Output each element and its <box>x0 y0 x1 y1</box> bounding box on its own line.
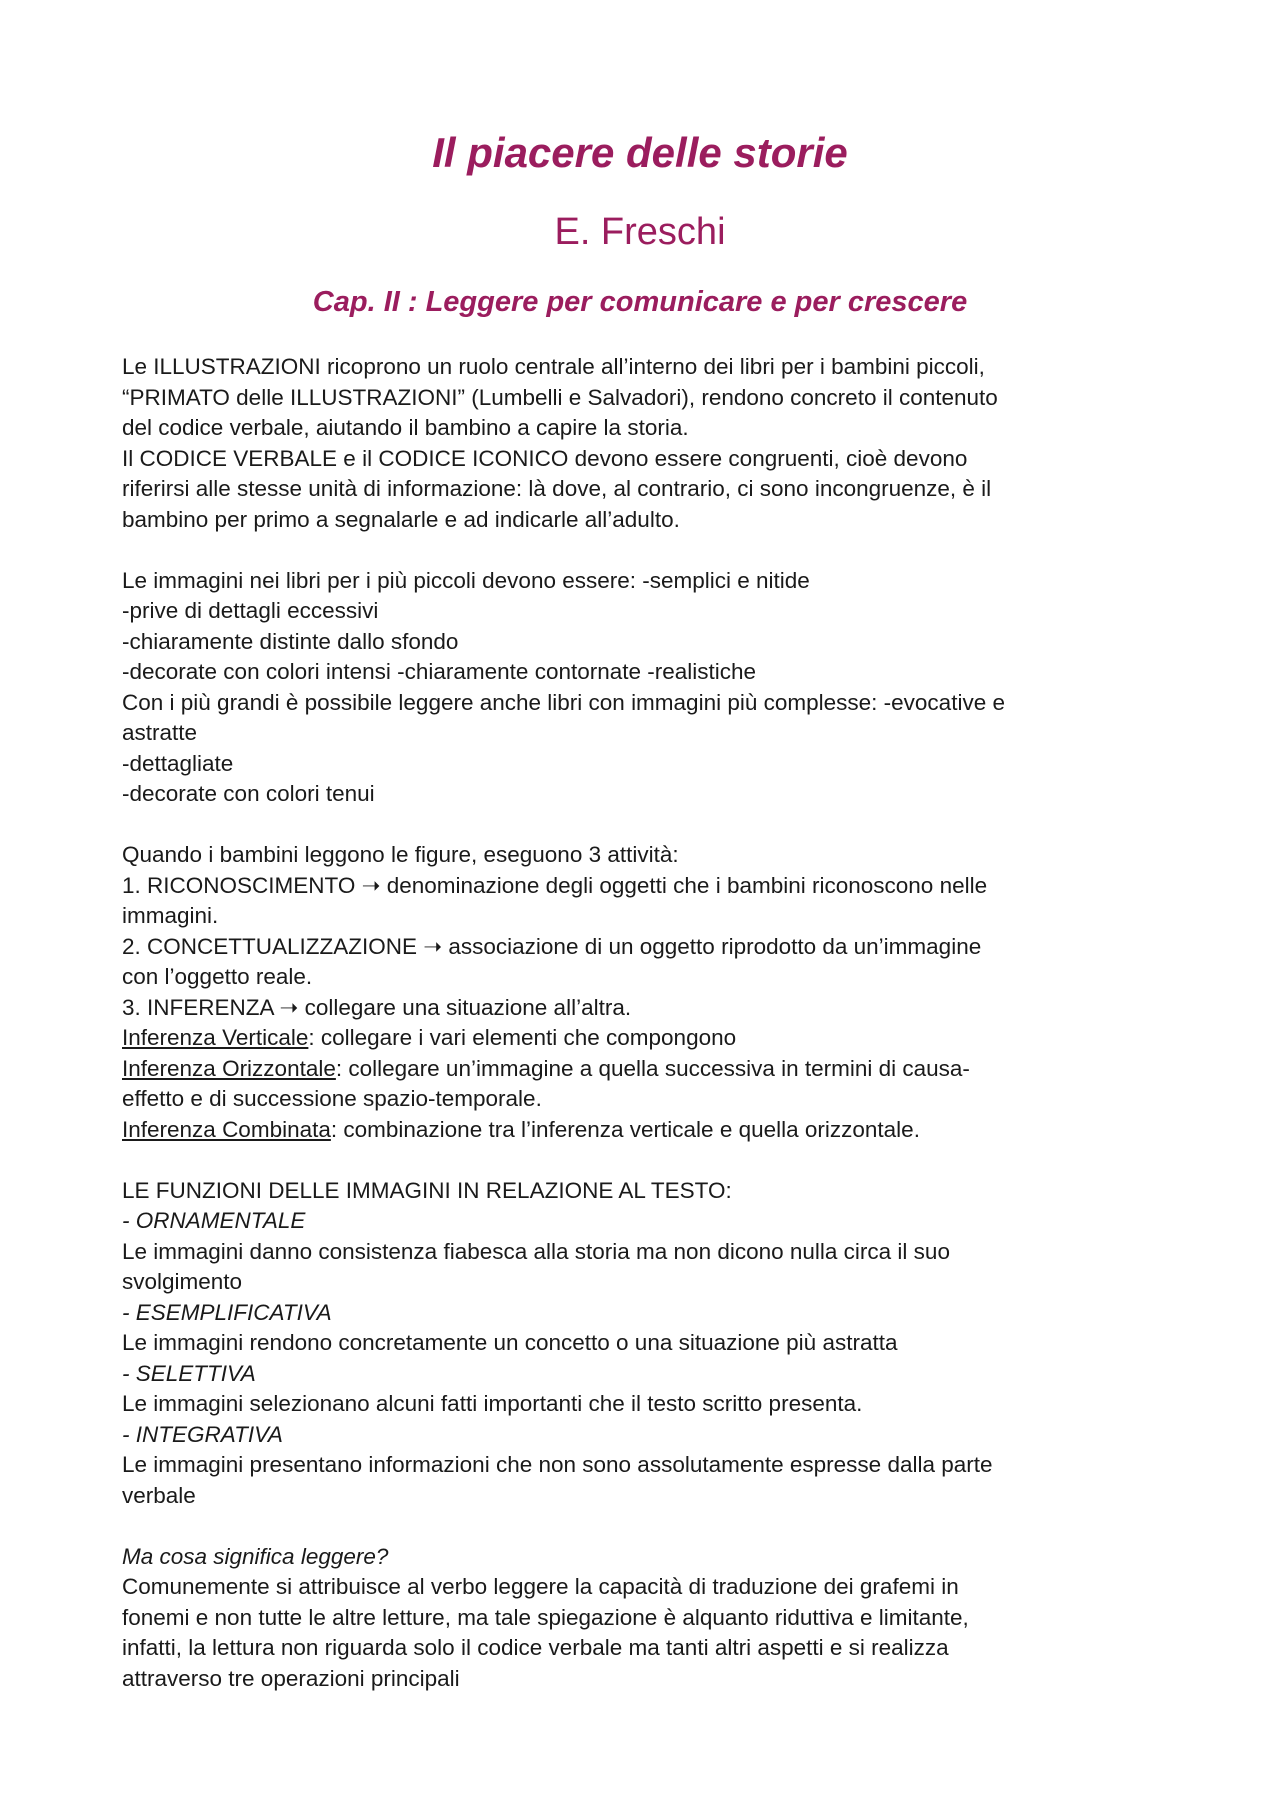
spacer <box>122 810 1162 841</box>
inferenza-combinata-text: : combinazione tra l’inferenza verticale e quella orizzontale. <box>330 1116 920 1142</box>
text-line: “PRIMATO delle ILLUSTRAZIONI” (Lumbelli e Salvadori), rendono concreto il contenuto <box>122 384 998 410</box>
text-line: 1. RICONOSCIMENTO ➝ denominazione degli oggetti che i bambini riconoscono nelle <box>122 872 988 898</box>
spacer <box>122 535 1162 566</box>
text-line: svolgimento <box>122 1269 243 1294</box>
text-line: immagini. <box>122 903 219 928</box>
inferenza-verticale-line <box>122 1023 1162 1054</box>
text-line: Con i più grandi è possibile leggere anche libri con immagini più complesse: -evocative e <box>122 689 1005 715</box>
funzione-integrativa-label: - INTEGRATIVA <box>122 1421 283 1447</box>
paragraph-funzioni <box>122 1176 1162 1512</box>
text-line: effetto e di successione spazio-temporale. <box>122 1086 542 1111</box>
text-line: Quando i bambini leggono le figure, eseguono 3 attività: <box>122 842 679 867</box>
document-author: E. Freschi <box>554 211 726 253</box>
text-line: riferirsi alle stesse unità di informazione: là dove, al contrario, ci sono incongruenze, è il <box>122 476 992 501</box>
text-line: Le immagini nei libri per i più piccoli devono essere: -semplici e nitide <box>122 567 810 593</box>
paragraph-illustrazioni <box>122 352 1162 535</box>
text-line: -decorate con colori tenui <box>122 781 375 806</box>
spacer <box>122 1511 1162 1542</box>
inferenza-verticale-text: : collegare i vari elementi che compongono <box>308 1025 737 1050</box>
paragraph-leggere <box>122 1542 1162 1695</box>
text-line: -decorate con colori intensi -chiaramente contornate -realistiche <box>122 659 757 684</box>
document-body <box>122 352 1162 1694</box>
paragraph-immagini <box>122 566 1162 810</box>
text-line: Le ILLUSTRAZIONI ricoprono un ruolo centrale all’interno dei libri per i bambini piccoli, <box>122 354 985 379</box>
text-line: Le immagini selezionano alcuni fatti importanti che il testo scritto presenta. <box>122 1391 863 1416</box>
text-line: fonemi e non tutte le altre letture, ma tale spiegazione è alquanto riduttiva e limitante, <box>122 1604 969 1630</box>
inferenza-orizzontale-label: Inferenza Orizzontale <box>122 1055 336 1081</box>
paragraph-attivita <box>122 840 1162 1145</box>
text-line: Il CODICE VERBALE e il CODICE ICONICO devono essere congruenti, cioè devono <box>122 445 968 471</box>
text-line: 3. INFERENZA ➝ collegare una situazione all’altra. <box>122 994 632 1020</box>
spacer <box>122 1145 1162 1176</box>
text-line: verbale <box>122 1482 196 1508</box>
text-line: -prive di dettagli eccessivi <box>122 598 379 623</box>
funzione-ornamentale-label: - ORNAMENTALE <box>122 1208 306 1233</box>
document-title: Il piacere delle storie <box>432 129 848 176</box>
text-line: con l’oggetto reale. <box>122 964 313 989</box>
funzione-esemplificativa-label: - ESEMPLIFICATIVA <box>122 1299 332 1325</box>
inferenza-verticale-label: Inferenza Verticale <box>122 1025 309 1050</box>
text-line: infatti, la lettura non riguarda solo il codice verbale ma tanti altri aspetti e si realizza <box>122 1635 949 1660</box>
inferenza-combinata-line <box>122 1115 1162 1146</box>
leggere-question: Ma cosa significa leggere? <box>122 1543 389 1569</box>
text-line: Le immagini danno consistenza fiabesca alla storia ma non dicono nulla circa il suo <box>122 1238 950 1264</box>
text-line: attraverso tre operazioni principali <box>122 1665 460 1691</box>
text-line: -chiaramente distinte dallo sfondo <box>122 628 459 654</box>
inferenza-orizzontale-line <box>122 1054 1162 1085</box>
funzione-selettiva-label: - SELETTIVA <box>122 1360 256 1386</box>
inferenza-orizzontale-text: : collegare un’immagine a quella successiva in termini di causa- <box>335 1055 970 1081</box>
text-line: -dettagliate <box>122 750 234 776</box>
inferenza-combinata-label: Inferenza Combinata <box>122 1116 331 1142</box>
funzioni-heading: LE FUNZIONI DELLE IMMAGINI IN RELAZIONE AL TESTO: <box>122 1177 732 1203</box>
text-line: del codice verbale, aiutando il bambino a capire la storia. <box>122 415 689 440</box>
text-line: 2. CONCETTUALIZZAZIONE ➝ associazione di un oggetto riprodotto da un’immagine <box>122 933 982 959</box>
text-line: bambino per primo a segnalarle e ad indicarle all’adulto. <box>122 506 680 532</box>
text-line: Le immagini presentano informazioni che non sono assolutamente espresse dalla parte <box>122 1452 993 1477</box>
text-line: Comunemente si attribuisce al verbo leggere la capacità di traduzione dei grafemi in <box>122 1574 959 1599</box>
text-line: astratte <box>122 720 198 745</box>
chapter-heading: Cap. II : Leggere per comunicare e per crescere <box>312 286 968 318</box>
text-line: Le immagini rendono concretamente un concetto o una situazione più astratta <box>122 1330 898 1355</box>
